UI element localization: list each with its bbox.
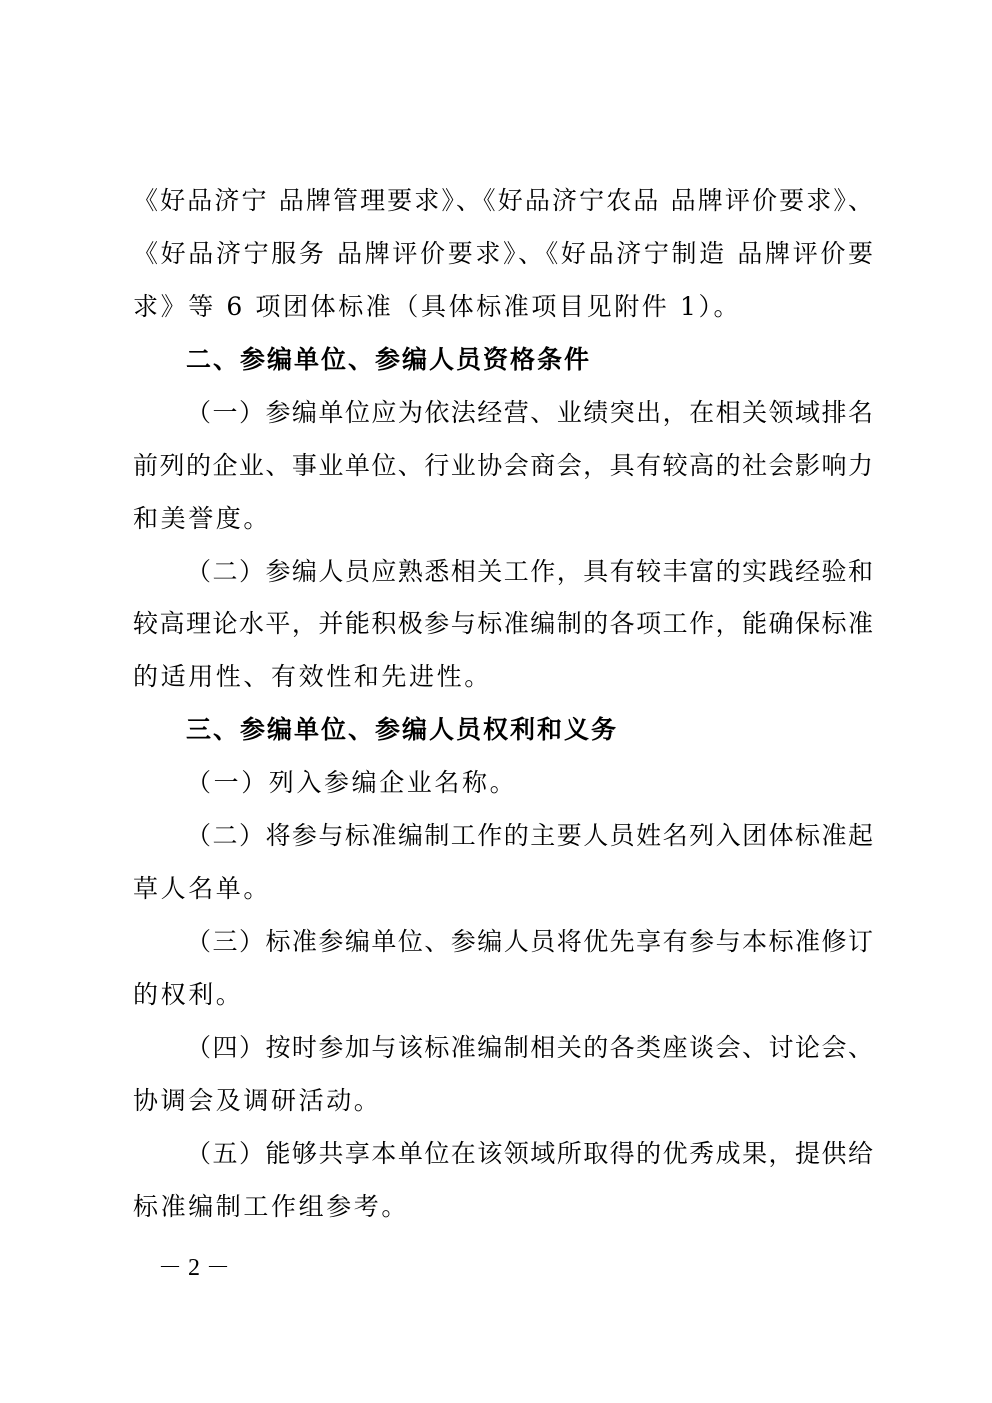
section-3-item-2-line-1: （二）将参与标准编制工作的主要人员姓名列入团体标准起 bbox=[186, 821, 873, 850]
section-2-item-1-line-1: （一）参编单位应为依法经营、业绩突出，在相关领域排名 bbox=[186, 398, 873, 427]
section-2-heading: 二、参编单位、参编人员资格条件 bbox=[186, 345, 592, 374]
section-2-item-2-line-2: 较高理论水平，并能积极参与标准编制的各项工作，能确保标准 bbox=[133, 609, 873, 638]
page-number: － 2 － bbox=[158, 1255, 230, 1281]
section-2-item-1-line-3: 和美誉度。 bbox=[133, 504, 272, 533]
section-3-heading: 三、参编单位、参编人员权利和义务 bbox=[186, 715, 619, 744]
section-3-item-3-line-2: 的权利。 bbox=[133, 980, 244, 1009]
intro-line-1: 《好品济宁 品牌管理要求》、《好品济宁农品 品牌评价要求》、 bbox=[133, 186, 873, 215]
section-3-item-4-line-1: （四）按时参加与该标准编制相关的各类座谈会、讨论会、 bbox=[186, 1033, 873, 1062]
section-3-item-1-line-1: （一）列入参编企业名称。 bbox=[186, 768, 518, 797]
section-2-item-1-line-2: 前列的企业、事业单位、行业协会商会，具有较高的社会影响力 bbox=[133, 451, 873, 480]
section-3-item-5-line-1: （五）能够共享本单位在该领域所取得的优秀成果，提供给 bbox=[186, 1139, 873, 1168]
section-3-item-3-line-1: （三）标准参编单位、参编人员将优先享有参与本标准修订 bbox=[186, 927, 873, 956]
section-3-item-4-line-2: 协调会及调研活动。 bbox=[133, 1086, 382, 1115]
section-3-item-2-line-2: 草人名单。 bbox=[133, 874, 272, 903]
section-2-item-2-line-3: 的适用性、有效性和先进性。 bbox=[133, 662, 492, 691]
intro-line-3: 求》等 6 项团体标准（具体标准项目见附件 1）。 bbox=[133, 292, 742, 321]
section-2-item-2-line-1: （二）参编人员应熟悉相关工作，具有较丰富的实践经验和 bbox=[186, 557, 873, 586]
section-3-item-5-line-2: 标准编制工作组参考。 bbox=[133, 1192, 410, 1221]
intro-line-2: 《好品济宁服务 品牌评价要求》、《好品济宁制造 品牌评价要 bbox=[133, 239, 873, 268]
